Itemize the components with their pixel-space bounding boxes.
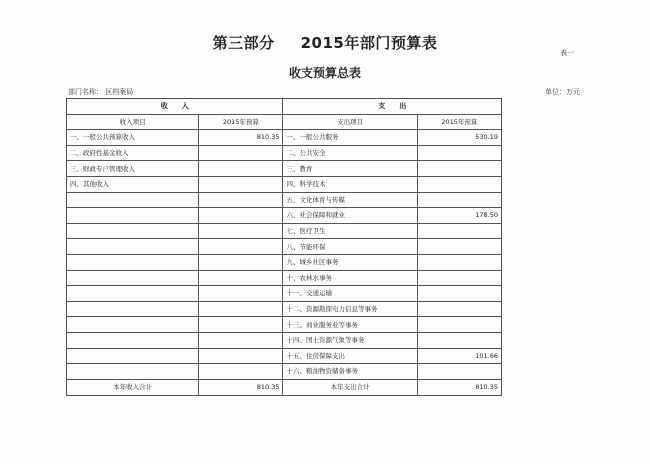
expense-total-amount: 810.35 [417,379,501,395]
table-row [67,208,502,224]
income-item-cell [67,192,199,208]
expense-amount-cell [417,161,501,177]
table-number: 表一 [560,49,574,57]
expense-item-header: 支出项目 [283,114,417,130]
table-row [67,145,502,161]
table-row [67,176,502,192]
income-amount-cell [199,332,283,348]
expense-budget-header: 2015年预算 [417,114,501,130]
income-item-cell [67,208,199,224]
expense-amount-cell [417,145,501,161]
income-amount-cell [199,176,283,192]
income-amount-cell [199,223,283,239]
table-row [67,332,502,348]
income-amount-cell [199,239,283,255]
income-item-cell [67,332,199,348]
table-row [67,130,502,146]
expense-item-cell: 十六、粮油物资储备事务 [283,364,417,380]
table-row [67,192,502,208]
expense-total-label: 本年支出合计 [283,379,417,395]
expense-item-cell: 十、农林水事务 [283,270,417,286]
table-row [67,161,502,177]
income-item-cell: 二、政府性基金收入 [67,145,199,161]
table-row [67,223,502,239]
expense-item-cell: 三、教育 [283,161,417,177]
income-item-cell: 一、一般公共预算收入 [67,130,199,146]
income-amount-cell: 810.35 [199,130,283,146]
expense-amount-cell [417,364,501,380]
income-item-cell [67,364,199,380]
income-amount-cell [199,192,283,208]
income-total-amount: 810.35 [199,379,283,395]
income-budget-header: 2015年预算 [199,114,283,130]
income-item-cell [67,348,199,364]
table-row [67,364,502,380]
expense-item-cell: 十五、住房保障支出 [283,348,417,364]
income-amount-cell [199,364,283,380]
budget-table [66,98,502,396]
department-name: 部门名称： 区档案局 [68,88,134,96]
table-row [67,270,502,286]
income-amount-cell [199,254,283,270]
page-title [0,32,650,53]
income-amount-cell [199,348,283,364]
expense-amount-cell [417,192,501,208]
expense-amount-cell [417,332,501,348]
income-amount-cell [199,317,283,333]
income-item-cell [67,317,199,333]
income-amount-cell [199,286,283,302]
expense-item-cell: 二、公共安全 [283,145,417,161]
income-amount-cell [199,270,283,286]
income-item-header: 收入项目 [67,114,199,130]
expense-item-cell: 六、社会保障和就业 [283,208,417,224]
expense-item-cell: 十四、国土资源气象等事务 [283,332,417,348]
expense-item-cell: 十二、资源勘探电力信息等事务 [283,301,417,317]
income-amount-cell [199,161,283,177]
table-row [67,317,502,333]
expense-item-cell: 九、城乡社区事务 [283,254,417,270]
income-group-header: 收 入 [67,99,283,115]
income-amount-cell [199,301,283,317]
income-item-cell: 四、其他收入 [67,176,199,192]
table-subtitle: 收支预算总表 [288,66,361,80]
expense-amount-cell [417,223,501,239]
column-header-row [67,114,502,130]
income-amount-cell [199,208,283,224]
table-row [67,254,502,270]
expense-amount-cell [417,254,501,270]
expense-amount-cell [417,286,501,302]
table-row [67,239,502,255]
expense-amount-cell [417,317,501,333]
expense-item-cell: 四、科学技术 [283,176,417,192]
expense-item-cell: 一、一般公共服务 [283,130,417,146]
income-total-label: 本年收入合计 [67,379,199,395]
table-row [67,286,502,302]
income-item-cell [67,301,199,317]
expense-item-cell: 八、节能环保 [283,239,417,255]
expense-amount-cell: 101.66 [417,348,501,364]
table-row [67,348,502,364]
table-row [67,301,502,317]
expense-item-cell: 十一、交通运输 [283,286,417,302]
income-item-cell [67,254,199,270]
expense-amount-cell: 178.50 [417,208,501,224]
part-label: 第三部分 [212,34,275,52]
income-item-cell [67,223,199,239]
expense-item-cell: 七、医疗卫生 [283,223,417,239]
expense-amount-cell [417,270,501,286]
title-text: 2015年部门预算表 [300,34,438,52]
income-item-cell [67,270,199,286]
total-row [67,379,502,395]
expense-group-header: 支 出 [283,99,502,115]
expense-amount-cell [417,301,501,317]
income-item-cell: 三、财政专户管理收入 [67,161,199,177]
income-item-cell [67,286,199,302]
expense-item-cell: 五、文化体育与传媒 [283,192,417,208]
expense-amount-cell: 530.19 [417,130,501,146]
unit-label: 单位：万元 [545,88,580,96]
income-item-cell [67,239,199,255]
expense-amount-cell [417,176,501,192]
expense-item-cell: 十三、商业服务业等事务 [283,317,417,333]
income-amount-cell [199,145,283,161]
group-header-row [67,99,502,115]
expense-amount-cell [417,239,501,255]
